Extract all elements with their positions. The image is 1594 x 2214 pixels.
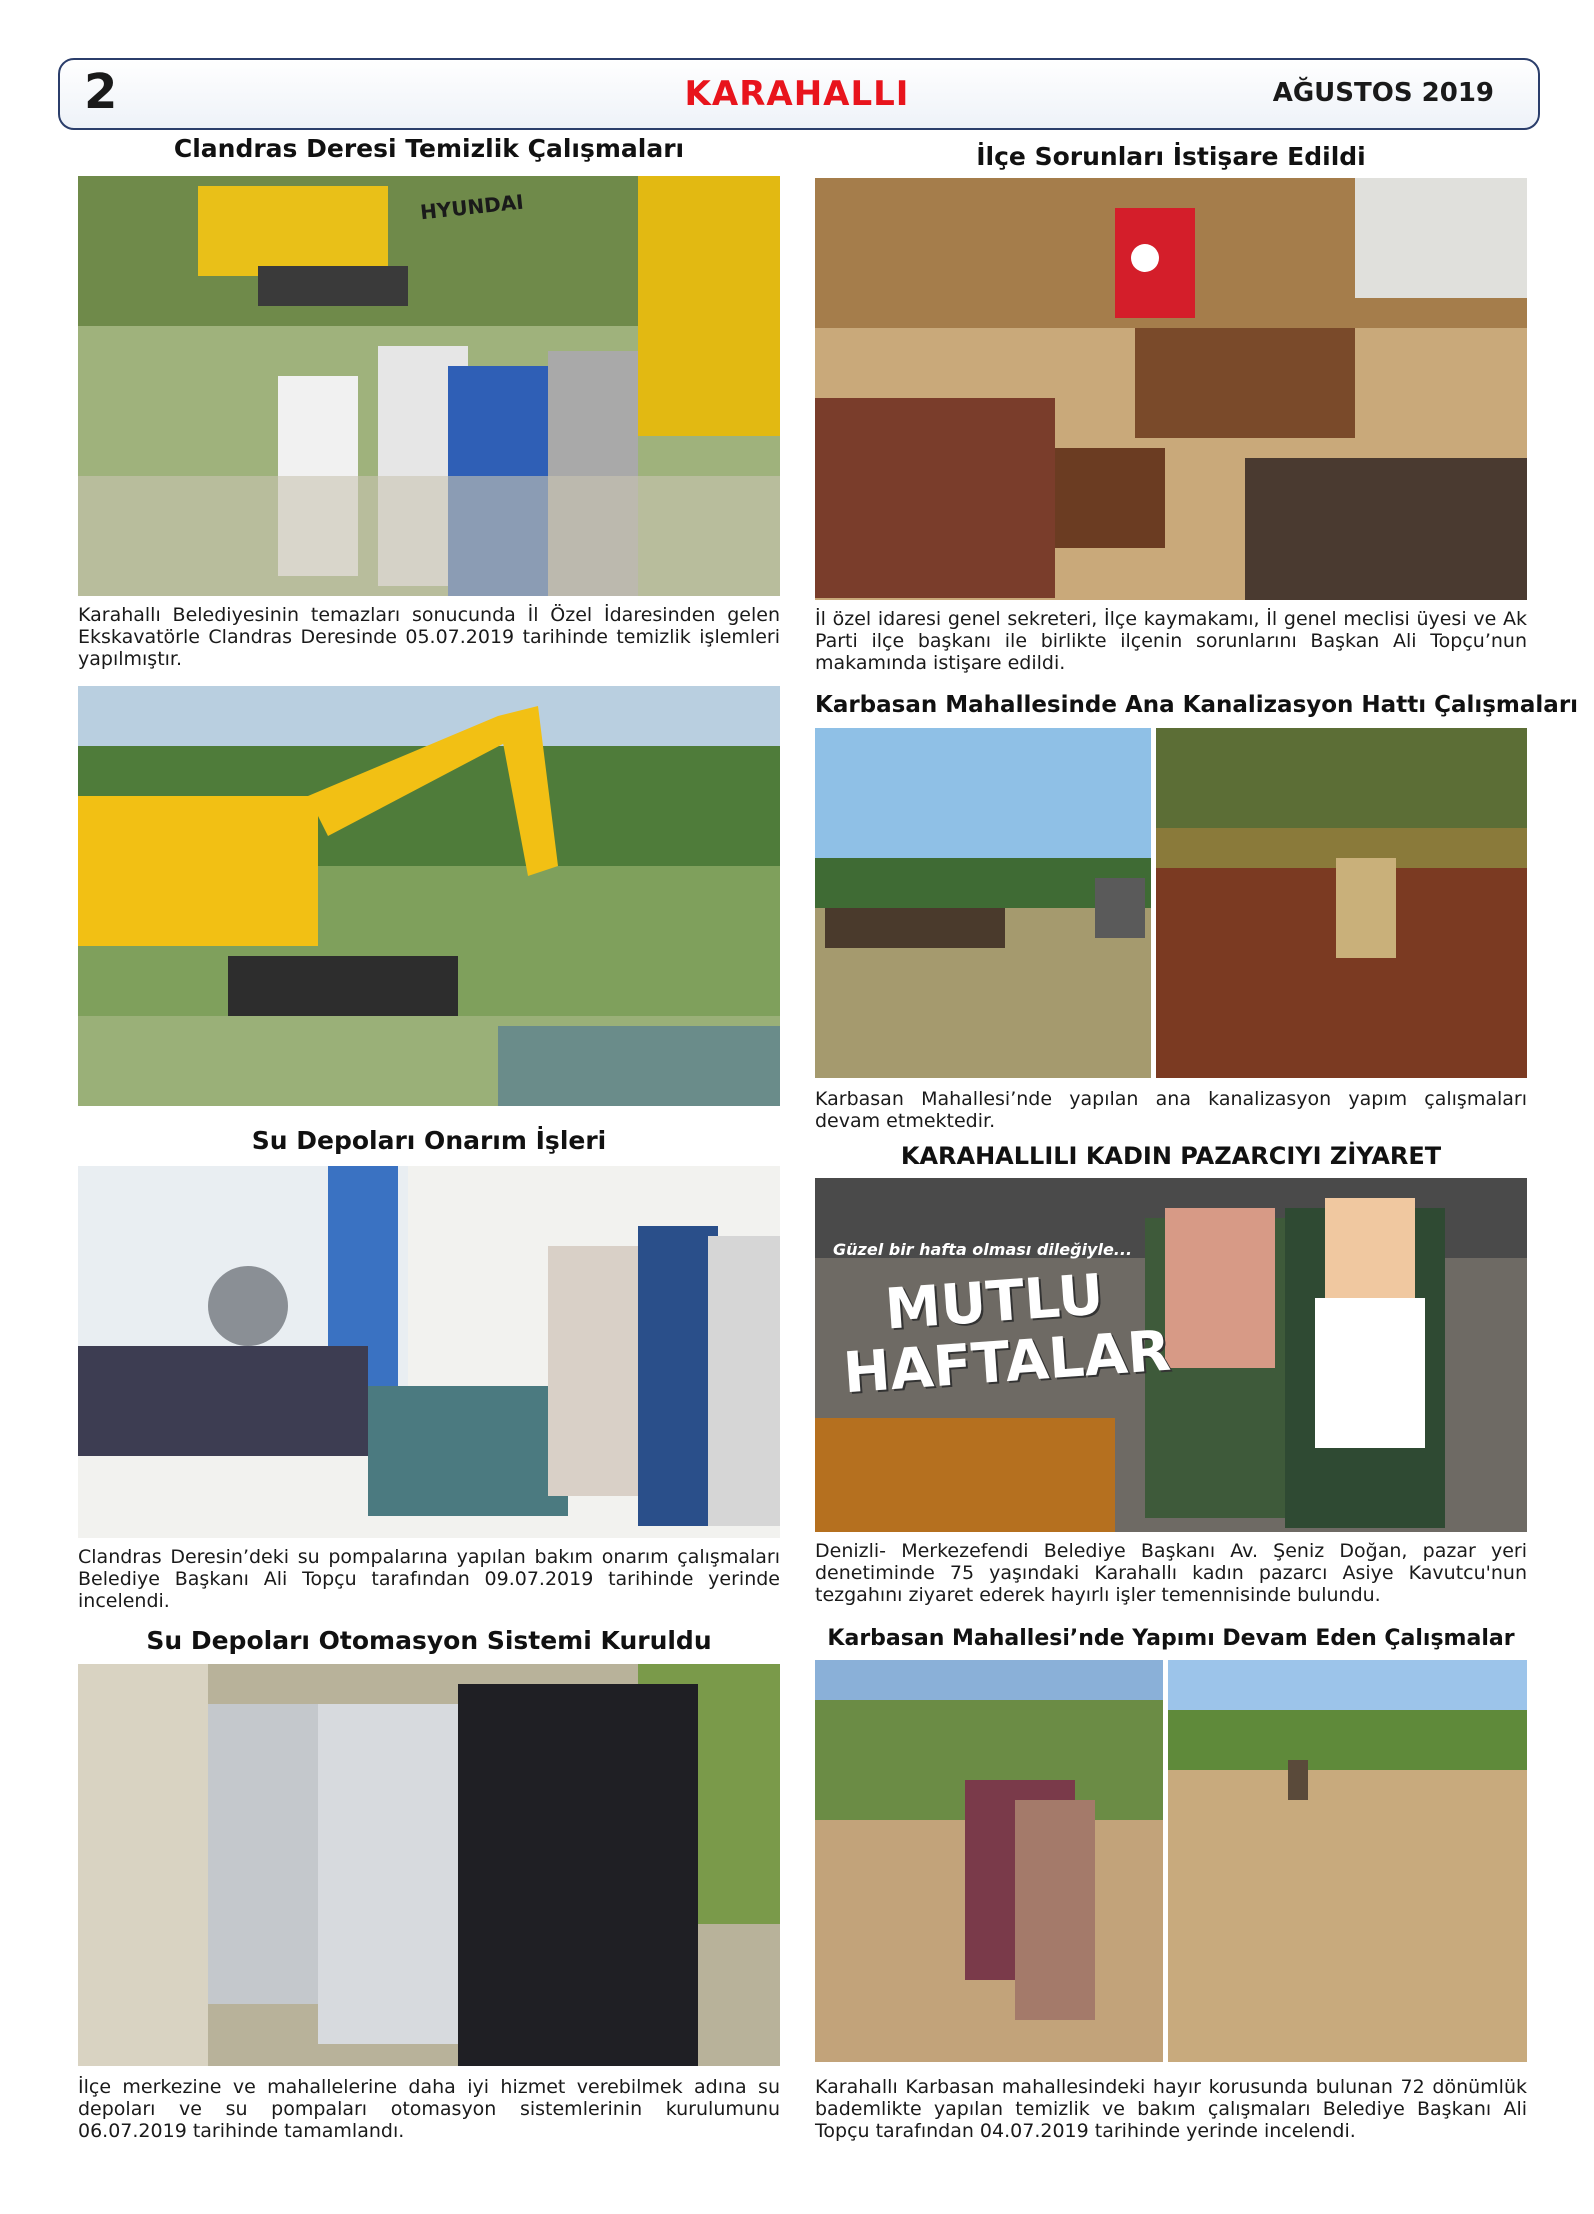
article-title-istisare: İlçe Sorunları İstişare Edildi bbox=[976, 142, 1366, 171]
article-caption-karbasan-calismalar: Karahallı Karbasan mahallesindeki hayır korusunda bulunan 72 dönümlük bademlikte yapılan temizlik ve bakım çalışmaları Belediye Başkanı Ali Topçu tarafından 04.07.2019 tarihinde yerinde incelendi. bbox=[815, 2076, 1527, 2142]
article-caption-kanalizasyon: Karbasan Mahallesi’nde yapılan ana kanalizasyon yapım çalışmaları devam etmektedir. bbox=[815, 1088, 1527, 1132]
photo-excavator-river bbox=[78, 686, 780, 1106]
photo-market-visit bbox=[815, 1178, 1527, 1532]
page-number: 2 bbox=[84, 64, 118, 120]
article-title-kanalizasyon: Karbasan Mahallesinde Ana Kanalizasyon Hattı Çalışmaları bbox=[815, 692, 1579, 718]
photo-water-pumps bbox=[78, 1166, 780, 1538]
article-title-su-depolari: Su Depoları Onarım İşleri bbox=[251, 1126, 607, 1155]
article-title-karbasan-calismalar: Karbasan Mahallesi’nde Yapımı Devam Eden Çalışmalar bbox=[827, 1626, 1515, 1651]
machine-brand-label: HYUNDAI bbox=[419, 189, 525, 225]
photo-sewer-trench bbox=[1156, 728, 1527, 1078]
article-title-pazarci: KARAHALLILI KADIN PAZARCIYI ZİYARET bbox=[900, 1142, 1442, 1170]
article-caption-clandras: Karahallı Belediyesinin temazları sonucunda İl Özel İdaresinden gelen Ekskavatörle Clandras Deresinde 05.07.2019 tarihinde temizlik işlemleri yapılmıştır. bbox=[78, 604, 780, 670]
photo-automation-panel bbox=[78, 1664, 780, 2066]
photo-almond-grove-worker bbox=[815, 1660, 1163, 2062]
issue-date: AĞUSTOS 2019 bbox=[1272, 78, 1494, 108]
overlay-big-text-2: HAFTALAR bbox=[841, 1318, 1173, 1407]
photo-excavator-group bbox=[78, 176, 780, 596]
overlay-big-text-1: MUTLU bbox=[882, 1262, 1106, 1343]
article-title-clandras: Clandras Deresi Temizlik Çalışmaları bbox=[173, 134, 685, 163]
overlay-small-text: Güzel bir hafta olması dileğiyle... bbox=[833, 1240, 1133, 1259]
article-caption-su-depolari: Clandras Deresin’deki su pompalarına yapılan bakım onarım çalışmaları Belediye Başkanı Ali Topçu tarafından 09.07.2019 tarihinde yerinde incelendi. bbox=[78, 1546, 780, 1612]
photo-almond-grove-field bbox=[1168, 1660, 1527, 2062]
newspaper-brand: KARAHALLI bbox=[684, 74, 910, 114]
article-title-otomasyon: Su Depoları Otomasyon Sistemi Kuruldu bbox=[146, 1626, 712, 1655]
photo-meeting-office bbox=[815, 178, 1527, 600]
photo-sewer-pipes bbox=[815, 728, 1151, 1078]
article-caption-otomasyon: İlçe merkezine ve mahallelerine daha iyi hizmet verebilmek adına su depoları ve su pompaları otomasyon sistemlerinin kurulumunu 06.07.2019 tarihinde tamamlandı. bbox=[78, 2076, 780, 2142]
article-caption-istisare: İl özel idaresi genel sekreteri, İlçe kaymakamı, İl genel meclisi üyesi ve Ak Parti ilçe başkanı ile birlikte ilçenin sorunlarını Başkan Ali Topçu’nun makamında istişare edildi. bbox=[815, 608, 1527, 674]
article-caption-pazarci: Denizli- Merkezefendi Belediye Başkanı Av. Şeniz Doğan, pazar yeri denetiminde 75 yaşındaki Karahallı kadın pazarcı Asiye Kavutcu'nun tezgahını ziyaret ederek hayırlı işler temennisinde bulundu. bbox=[815, 1540, 1527, 1606]
